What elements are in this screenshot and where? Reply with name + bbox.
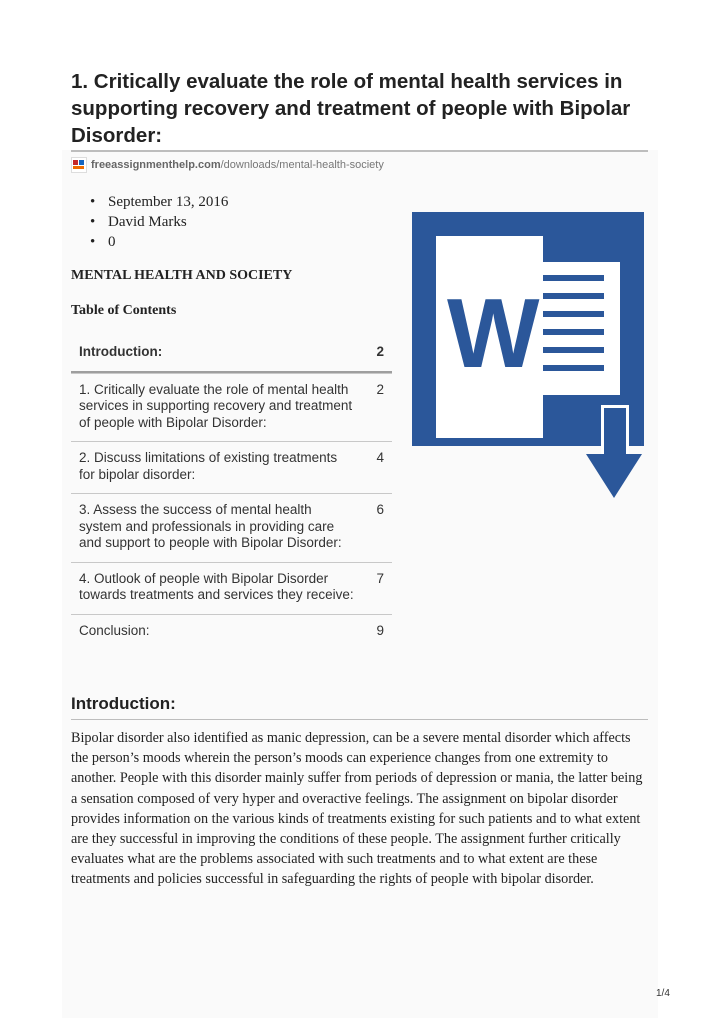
table-of-contents [71, 334, 392, 649]
toc-row[interactable] [71, 493, 392, 562]
toc-row-label: Conclusion: [79, 622, 150, 638]
page-title: 1. Critically evaluate the role of mental health services in supporting recovery and treatment of people with Bipolar Disorder: [71, 70, 631, 147]
toc-row[interactable] [71, 441, 392, 493]
toc-row[interactable] [71, 373, 392, 442]
toc-row-page: 2 [376, 344, 384, 359]
post-date: • September 13, 2016 [90, 192, 228, 212]
introduction-heading: Introduction: [71, 694, 176, 713]
toc-row-page: 9 [376, 622, 384, 638]
download-arrow-icon [601, 405, 629, 458]
site-favicon-icon [71, 157, 87, 173]
toc-row[interactable] [71, 614, 392, 650]
source-path[interactable]: /downloads/mental-health-society [220, 159, 384, 171]
post-author: • David Marks [90, 212, 228, 232]
toc-row[interactable] [71, 562, 392, 614]
toc-row-label: 2. Discuss limitations of existing treatments for bipolar disorder: [79, 450, 338, 482]
introduction-divider [71, 719, 648, 720]
toc-row-page: 6 [376, 502, 384, 517]
toc-row-page: 4 [376, 450, 384, 465]
toc-row-page: 2 [376, 381, 384, 397]
document-heading: MENTAL HEALTH AND SOCIETY [71, 268, 293, 283]
toc-row-label: 4. Outlook of people with Bipolar Disorder towards treatments and services they receive: [79, 570, 354, 602]
toc-row[interactable] [71, 334, 392, 373]
post-meta-list [90, 192, 228, 252]
toc-row-page: 7 [376, 570, 384, 586]
page-number: 1/4 [656, 988, 670, 999]
toc-row-label: 3. Assess the success of mental health system and professionals in providing care and support to people with Bipolar Disorder: [79, 502, 342, 550]
toc-heading: Table of Contents [71, 303, 177, 318]
post-comment-count: • 0 [90, 232, 228, 252]
source-link[interactable] [71, 156, 384, 174]
title-divider [71, 150, 648, 152]
toc-row-label: Introduction: [79, 344, 163, 359]
toc-row-label: 1. Critically evaluate the role of mental health services in supporting recovery and treatment of people with Bipolar Disorder: [79, 381, 353, 430]
introduction-body: Bipolar disorder also identified as manic depression, can be a severe mental disorder which affects the person’s moods wherein the person’s moods can experience changes from one extremity to another. People with this disorder mainly suffer from periods of depression or mania, the latter being a sensation composed of very hyper and overactive feelings. The assignment on bipolar disorder provides information on the various kinds of treatments existing for such patients and to what extent are they successful in improving the conditions of these people. The assignment further critically evaluates what are the problems associated with such treatments and to what extent are these treatments and policies successful in safeguarding the rights of people with bipolar disorder. [71, 730, 643, 888]
source-domain[interactable]: freeassignmenthelp.com [91, 159, 221, 171]
download-arrow-head-icon [586, 454, 642, 498]
word-letter-icon: W [447, 278, 540, 388]
